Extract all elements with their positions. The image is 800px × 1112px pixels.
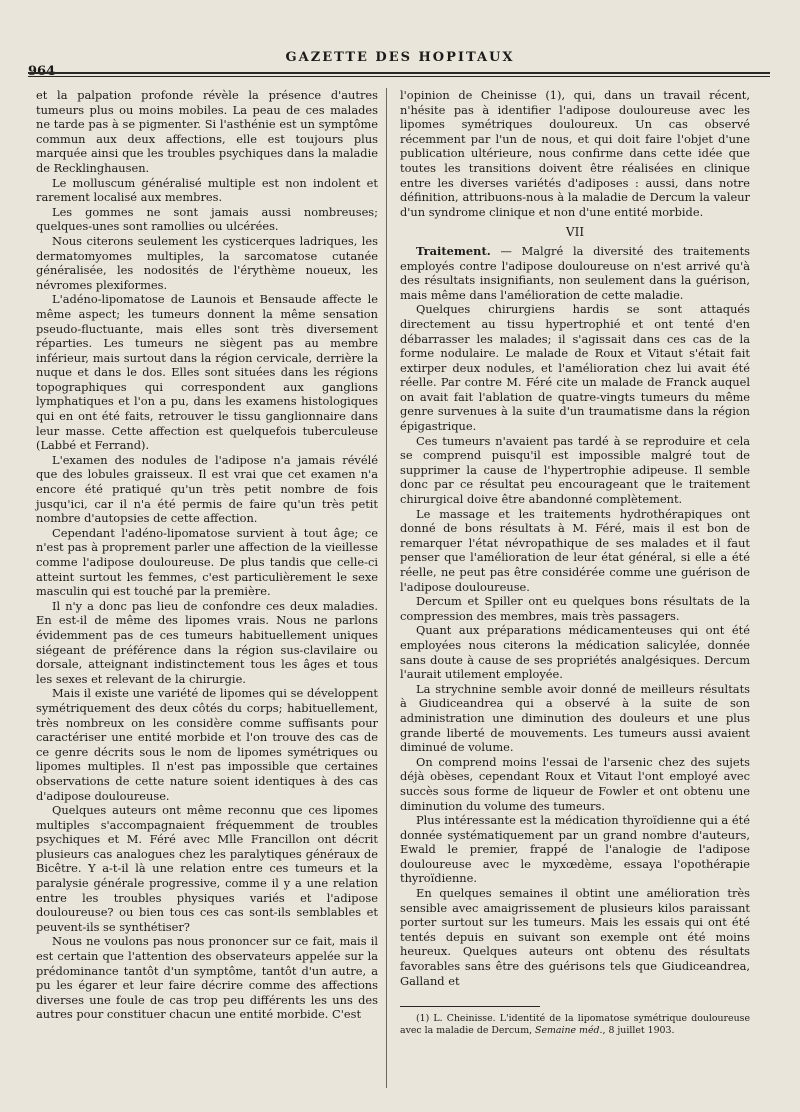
paragraph: La strychnine semble avoir donné de meilleurs résultats à Giudiceandrea qui a observé à la suite de son administration une diminution des douleurs et une plus grande liberté de mouvements. Les tumeurs aussi avaient diminué de volume. xyxy=(400,681,750,755)
paragraph: Mais il existe une variété de lipomes qui se développent symétriquement des deux côtés du corps; habituellement, très nombreux on les considère comme suffisants pour caractériser une entité morbide et l'on trouve des cas de ce genre décrits sous le nom de lipomes symétriques ou lipomes multiples. Il n'est pas impossible que certaines observations de cette nature soient identiques à des cas d'adipose douloureuse. xyxy=(36,686,378,803)
paragraph: Nous citerons seulement les cysticerques ladriques, les dermatomyomes multiples, la sarcomatose cutanée généralisée, les nodosités de l'érythème noueux, les névromes plexiformes. xyxy=(36,233,378,292)
paragraph: Cependant l'adéno-lipomatose survient à tout âge; ce n'est pas à proprement parler une affection de la vieillesse comme l'adipose douloureuse. De plus tandis que celle-ci atteint surtout les femmes, c'est particulièrement le sexe masculin qui est touché par la première. xyxy=(36,525,378,599)
footnote-journal: Semaine méd. xyxy=(535,1025,603,1037)
paragraph: Plus intéressante est la médication thyroïdienne qui a été donnée systématiquement par un grand nombre d'auteurs, Ewald le premier, frappé de l'analogie de l'adipose douloureuse avec le myxœdème, essaya l'opothérapie thyroïdienne. xyxy=(400,813,750,886)
paragraph: et la palpation profonde révèle la présence d'autres tumeurs plus ou moins mobiles. La peau de ces malades ne tarde pas à se pigmenter. Si l'asthénie est un symptôme commun aux deux affections, elle est toujours plus marquée ainsi que les troubles psychiques dans la maladie de Recklinghausen. xyxy=(36,88,378,175)
paragraph: On comprend moins l'essai de l'arsenic chez des sujets déjà obèses, cependant Roux et Vitaut l'ont employé avec succès sous forme de liqueur de Fowler et ont obtenu une diminution du volume des tumeurs. xyxy=(400,754,750,813)
footnote xyxy=(400,1013,750,1037)
paragraph: Le molluscum généralisé multiple est non indolent et rarement localisé aux membres. xyxy=(36,175,378,205)
footnote-date: , 8 juillet 1903. xyxy=(602,1025,675,1037)
paragraph: Les gommes ne sont jamais aussi nombreuses; quelques-unes sont ramollies ou ulcérées. xyxy=(36,204,378,234)
paragraph: Le massage et les traitements hydrothérapiques ont donné de bons résultats à M. Féré, mais il est bon de remarquer l'état névropathique de ses malades et il faut penser que l'amélioration de leur état général, si elle a été réelle, ne peut pas être considérée comme une guérison de l'adipose douloureuse. xyxy=(400,506,750,594)
paragraph: Quelques auteurs ont même reconnu que ces lipomes multiples s'accompagnaient fréquemment de troubles psychiques et M. Féré avec Mlle Francillon ont décrit plusieurs cas analogues chez les paralytiques généraux de Bicêtre. Y a-t-il là une relation entre ces tumeurs et la paralysie générale progressive, comme il y a une relation entre les troubles physiques variés et l'adipose douloureuse? ou bien tous ces cas sont-ils semblables et peuvent-ils se synthétiser? xyxy=(36,803,378,934)
right-column xyxy=(400,88,750,1037)
section-number: VII xyxy=(565,225,585,240)
paragraph: l'opinion de Cheinisse (1), qui, dans un travail récent, n'hésite pas à identifier l'adipose douloureuse avec les lipomes symétriques douloureux. Un cas observé récemment par l'un de nous, et qui doit faire l'objet d'une publication ultérieure, nous confirme dans cette idée que toutes les transitions doivent être réalisées en clinique entre les diverses variétés d'adiposes : aussi, dans notre définition, attribuons-nous à la maladie de Dercum la valeur d'un syndrome clinique et non d'une entité morbide. xyxy=(400,88,750,219)
header-rule xyxy=(28,72,770,74)
paragraph: Dercum et Spiller ont eu quelques bons résultats de la compression des membres, mais très passagers. xyxy=(400,594,750,623)
paragraph: L'adéno-lipomatose de Launois et Bensaude affecte le même aspect; les tumeurs donnent la même sensation pseudo-fluctuante, mais elles sont très diversement réparties. Les tumeurs ne siègent pas au membre inférieur, mais surtout dans la région cervicale, derrière la nuque et dans le dos. Elles sont situées dans les régions topographiques qui correspondent aux ganglions lymphatiques et l'on a pu, dans les examens histologiques qui en ont été faits, retrouver le tissu ganglionnaire dans leur masse. Cette affection est quelquefois tuberculeuse (Labbé et Ferrand). xyxy=(36,292,378,453)
footnote-rule xyxy=(400,1006,540,1007)
page-number: 964 xyxy=(28,64,56,79)
header-rule-thin xyxy=(28,76,770,77)
left-column xyxy=(36,88,378,1022)
paragraph: Quant aux préparations médicamenteuses qui ont été employées nous citerons la médication salicylée, donnée sans doute à cause de ses propriétés analgésiques. Dercum l'aurait utilement employée. xyxy=(400,623,750,682)
paragraph: Il n'y a donc pas lieu de confondre ces deux maladies. En est-il de même des lipomes vrais. Nous ne parlons évidemment pas de ces tumeurs habituellement uniques siégeant de préférence dans la région sus-clavilaire ou dorsale, atteignant indistinctement tous les âges et tous les sexes et relevant de la chirurgie. xyxy=(36,598,378,686)
paragraph: Quelques chirurgiens hardis se sont attaqués directement au tissu hypertrophié et ont tenté d'en débarrasser les malades; il s'agissait dans ces cas de la forme nodulaire. Le malade de Roux et Vitaut s'était fait extirper deux nodules, et l'amélioration chez lui avait été réelle. Par contre M. Féré cite un malade de Franck auquel on avait fait l'ablation de quatre-vingts tumeurs du même genre survenues à la suite d'un traumatisme dans la région épigastrique. xyxy=(400,302,750,434)
paragraph: En quelques semaines il obtint une amélioration très sensible avec amaigrissement de plusieurs kilos paraissant porter surtout sur les tumeurs. Mais les essais qui ont été tentés depuis en suivant son exemple ont été moins heureux. Quelques auteurs ont obtenu des résultats favorables sans être des guérisons tels que Giudiceandrea, Galland et xyxy=(400,886,750,988)
column-divider xyxy=(386,88,387,1088)
paragraph xyxy=(400,244,750,302)
paragraph: Ces tumeurs n'avaient pas tardé à se reproduire et cela se comprend puisqu'il est impossible malgré tout de supprimer la cause de l'hypertrophie adipeuse. Il semble donc par ce résultat peu encourageant que le traitement chirurgical doive être abandonné complètement. xyxy=(400,433,750,507)
section-heading: Traitement. xyxy=(416,243,491,258)
paragraph: L'examen des nodules de l'adipose n'a jamais révélé que des lobules graisseux. Il est vrai que cet examen n'a encore été pratiqué qu'un très petit nombre de fois jusqu'ici, car il n'a été permis de faire qu'un très petit nombre d'autopsies de cette affection. xyxy=(36,452,378,526)
paragraph: Nous ne voulons pas nous prononcer sur ce fait, mais il est certain que l'attention des observateurs appelée sur la prédominance tantôt d'un symptôme, tantôt d'un autre, a pu les égarer et leur faire décrire comme des affections diverses une foule de cas trop peu différents les uns des autres pour constituer chacun une entité morbide. C'est xyxy=(36,934,378,1022)
running-title: GAZETTE DES HOPITAUX xyxy=(285,50,515,65)
section-first-text: — Malgré la diversité des traitements employés contre l'adipose douloureuse on n'est arrivé qu'à des résultats insignifiants, non seulement dans la guérison, mais même dans l'amélioration de cette maladie. xyxy=(400,243,750,302)
footnote-text: (1) L. Cheinisse. L'identité de la lipomatose symétrique douloureuse avec la maladie de Dercum, xyxy=(400,1013,750,1037)
